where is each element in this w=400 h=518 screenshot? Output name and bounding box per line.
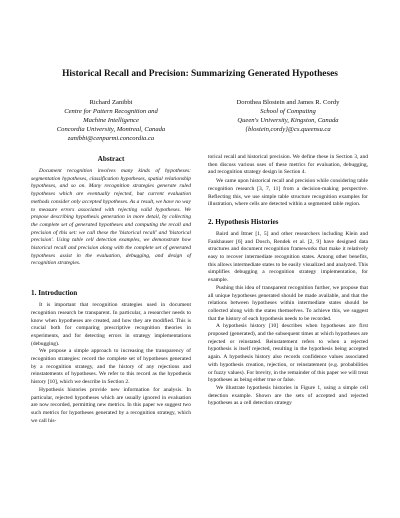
left-column <box>31 155 191 425</box>
author-affiliation: School of Computing <box>260 108 316 116</box>
author-affiliation: Concordia University, Montreal, Canada <box>56 126 166 134</box>
author-affiliation: Machine Intelligence <box>83 117 139 125</box>
body-paragraph: A hypothesis history [10] describes when hypotheses are first proposed (generated), and the subsequent times at which hypotheses are rejected or reinstated. Reinstatement refers to when a rejected hypothesis is itself rejected, resulting in the hypothesis being accepted again. A hypothesis history also records confidence values associated with hypothesis creation, rejection, or reinstatement (e.g. probabilities or fuzzy values). For brevity, in the remainder of this paper we will treat hypotheses as being either true or false. <box>208 323 368 384</box>
author-affiliation: Queen's University, Kingston, Canada <box>237 117 339 125</box>
intro-paragraph: Hypothesis histories provide new information for analysis. In particular, rejected hypotheses which are usually ignored in evaluation are now recorded, permitting new metrics. In this paper we suggest two such metrics for hypotheses generated by a recognition strategy, which we call his- <box>31 386 191 424</box>
intro-paragraph: It is important that recognition strategies used in document recognition research be transparent. In particular, a researcher needs to know when hypotheses are created, and how they are modified. This is crucial both for comparing prescriptive recognition theories in experiments, and for detecting errors in strategy implementations (debugging). <box>31 302 191 347</box>
author-email: {blostein,cordy}@cs.queensu.ca <box>245 126 331 134</box>
section-heading-introduction: 1. Introduction <box>31 289 78 298</box>
author-block-left <box>36 98 186 143</box>
author-name: Dorothea Blostein and James R. Cordy <box>236 99 340 106</box>
paper-title: Historical Recall and Precision: Summarizing Generated Hypotheses <box>62 69 338 79</box>
body-paragraph: torical recall and historical precision. We define these in Section 3, and then discuss various uses of these metrics for evaluation, debugging, and recognition strategy design in Section 4. <box>208 154 368 176</box>
author-block-right <box>208 98 368 134</box>
body-paragraph: We illustrate hypothesis histories in Figure 1, using a simple cell detection example. Shown are the sets of accepted and rejected hypotheses as a cell detection strategy <box>208 384 368 407</box>
section-heading-hypothesis-histories: 2. Hypothesis Histories <box>208 217 279 226</box>
author-name: Richard Zanibbi <box>89 99 133 106</box>
body-paragraph: Baird and Ittner [1, 5] and other researchers including Klein and Fankhauser [6] and Dosch, Rendek et al. [2, 9] have designed data structures and document recognition frameworks that make it relatively easy to recover intermediate recognition states. Among other benefits, this allows intermediate states to be easily visualized and analyzed. This simplifies debugging a recognition strategy implementation, for example. <box>208 230 368 284</box>
body-paragraph: We came upon historical recall and precision while considering table recognition research [3, 7, 11] from a decision-making perspective. Reflecting this, we use simple table structure recognition examples for illustration, where cells are detected within a segmented table region. <box>208 178 368 208</box>
right-column <box>208 154 368 408</box>
abstract-heading: Abstract <box>97 155 125 163</box>
author-affiliation: Centre for Pattern Recognition and <box>64 108 158 116</box>
body-paragraph: Pushing this idea of transparent recognition further, we propose that all unique hypotheses generated should be made available, and that the relations between hypotheses within intermediate states should be collected along with the states themselves. To achieve this, we suggest that the history of each hypothesis needs to be recorded. <box>208 284 368 322</box>
intro-paragraph: We propose a simple approach to increasing the transparency of recognition strategies: record the complete set of hypotheses generated by a recognition strategy, and the history of any rejections and reinstatements of hypotheses. We refer to this record as the hypothesis history [10], which we describe in Section 2. <box>31 348 191 386</box>
author-email: zanibbi@cenparmi.concordia.ca <box>67 135 155 143</box>
abstract-text: Document recognition involves many kinds of hypotheses: segmentation hypotheses, classification hypotheses, spatial relationship hypotheses, and so on. Many recognition strategies generate ruled hypotheses which are eventually rejected, but current evaluation methods consider only accepted hypotheses. As a result, we have no way to measure errors associated with rejecting valid hypotheses. We propose describing hypothesis generation in more detail, by collecting the complete set of generated hypotheses and computing the recall and precision of this set: we call these the 'historical recall' and 'historical precision'. Using table cell detection examples, we demonstrate how historical recall and precision along with the complete set of generated hypotheses assist in the evaluation, debugging, and design of recognition strategies. <box>31 168 191 267</box>
